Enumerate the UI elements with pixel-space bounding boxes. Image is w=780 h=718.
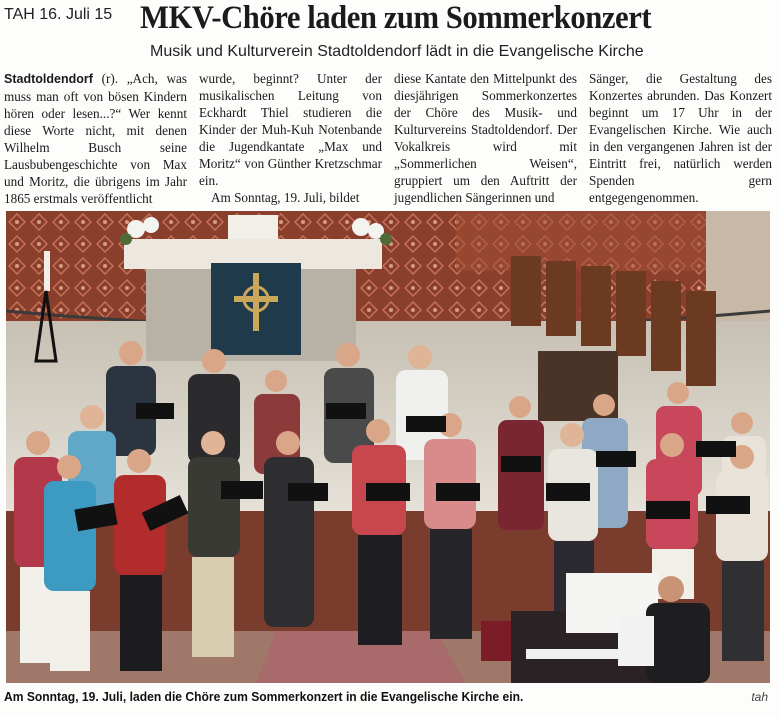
article-body bbox=[4, 70, 774, 207]
photo-credit: tah bbox=[751, 690, 768, 704]
dateline-location: Stadtoldendorf bbox=[4, 72, 93, 86]
choir-photo-illustration bbox=[6, 211, 770, 683]
column-text: (r). „Ach, was muss man oft von bösen Kindern hören oder lesen...?“ Wer kennt diese Worte nicht, mit denen Wilhelm Busch seine Lausbubengeschichte von Max und Moritz, die übrigens im Jahr 1865 erstmals veröffentlicht bbox=[4, 71, 187, 206]
article-column-2 bbox=[199, 70, 382, 207]
article-column-1 bbox=[4, 70, 187, 207]
column-text: Am Sonntag, 19. Juli, bildet bbox=[211, 190, 360, 205]
column-text: wurde, beginnt? Unter der musikalischen Leitung von Eckhardt Thiel studieren die Kinder der Muh-Kuh Notenbande die Jugendkantate „Max und Moritz“ von Günther Kretzschmar ein. bbox=[199, 71, 382, 188]
column-text: diese Kantate den Mittelpunkt des diesjährigen Sommerkonzertes der Chöre des Musik- und Kulturvereins Stadtoldendorf. Der Vokalkreis wird mit „Sommerlichen Weisen“, gruppiert um den Auftritt der jugendlichen Sängerinnen und bbox=[394, 71, 577, 205]
choir-photo bbox=[6, 211, 770, 683]
article-column-4 bbox=[589, 70, 772, 207]
article-column-3 bbox=[394, 70, 577, 207]
headline: MKV-Chöre laden zum Sommerkonzert bbox=[140, 0, 652, 36]
subheadline: Musik und Kulturverein Stadtoldendorf lädt in die Evangelische Kirche bbox=[150, 43, 644, 60]
column-text: Sänger, die Gestaltung des Konzertes abrunden. Das Konzert beginnt um 17 Uhr in der Evangelischen Kirche. Wie auch in den vergangenen Jahren ist der Eintritt frei, natürlich werden Spenden gern entgegengenommen. bbox=[589, 71, 772, 205]
photo-caption: Am Sonntag, 19. Juli, laden die Chöre zum Sommerkonzert in die Evangelische Kirche ein. bbox=[4, 689, 524, 704]
source-tag: TAH 16. Juli 15 bbox=[4, 6, 113, 23]
